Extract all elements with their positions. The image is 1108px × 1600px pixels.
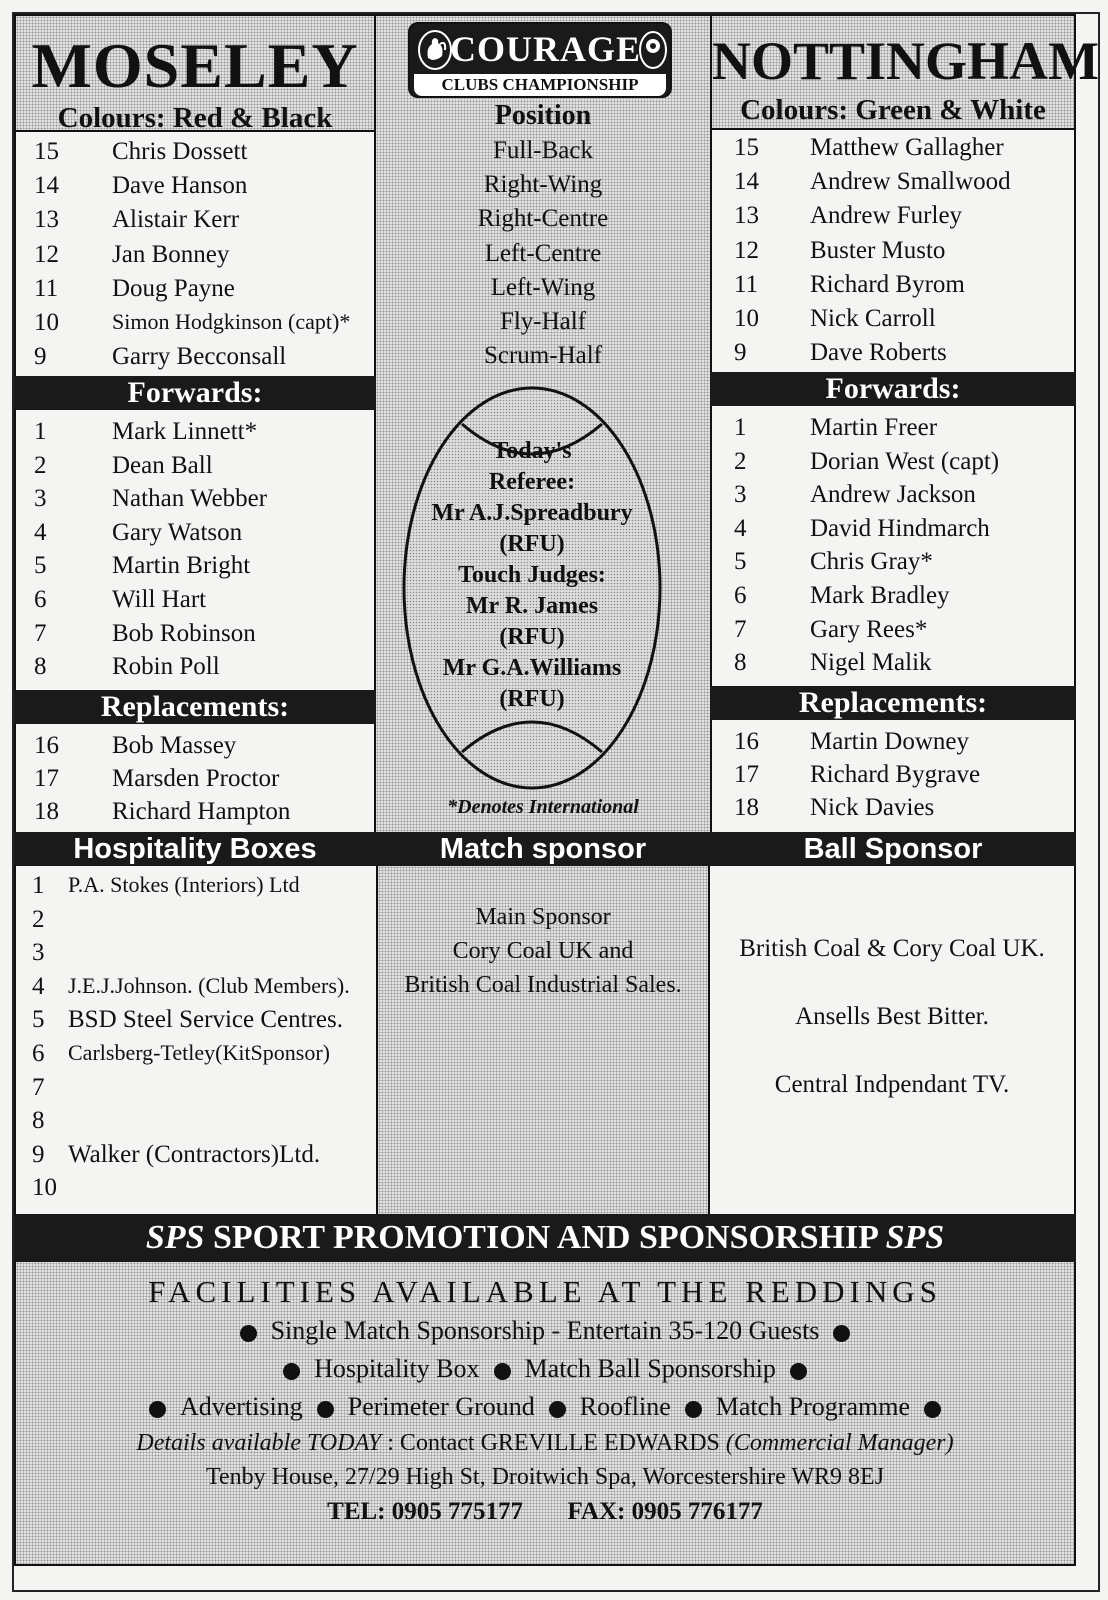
facility-item: Advertising (179, 1392, 303, 1421)
player-number: 13 (34, 206, 59, 234)
position-name: Right-Centre (477, 205, 609, 233)
player-name: Gary Watson (112, 518, 243, 546)
player-name: Nigel Malik (810, 649, 932, 677)
contact-role: (Commercial Manager) (725, 1430, 954, 1456)
player-number: 3 (32, 939, 45, 967)
player-name: Richard Hampton (112, 798, 291, 825)
position-name: Right-Wing (483, 171, 603, 199)
player-number: 18 (734, 794, 759, 821)
player-number: 3 (34, 485, 47, 513)
player-name: Mark Bradley (810, 582, 950, 609)
match-sponsor-panel (376, 866, 710, 1214)
player-name: Bob Robinson (112, 619, 256, 647)
player-number: 10 (34, 309, 59, 336)
facility-line-3 (16, 1392, 1074, 1422)
official-line: (RFU) (499, 624, 565, 650)
player-number: 6 (34, 586, 47, 613)
contact-line (16, 1430, 1074, 1457)
facility-line-1 (16, 1316, 1074, 1346)
player-number: 12 (34, 240, 59, 268)
hospitality-panel (14, 866, 376, 1214)
player-number: 1 (734, 414, 747, 441)
sps-suffix: SPS (885, 1219, 945, 1256)
moseley-team-name: MOSELEY (31, 30, 359, 101)
player-name: Chris Gray* (810, 548, 933, 576)
bullet-icon (494, 1363, 511, 1380)
official-line: Today's (492, 438, 572, 464)
official-line: (RFU) (499, 686, 565, 712)
player-number: 12 (734, 236, 759, 264)
official-line: Touch Judges: (458, 562, 606, 588)
player-name: Andrew Jackson (810, 481, 976, 509)
player-number: 7 (34, 619, 47, 647)
player-name: Richard Bygrave (810, 761, 981, 788)
player-name: Mark Linnett* (112, 418, 258, 445)
moseley-backs-panel (14, 132, 376, 376)
player-name: Bob Massey (112, 732, 237, 759)
player-name: Doug Payne (112, 274, 235, 302)
player-number: 7 (734, 615, 747, 643)
moseley-replacements-panel (14, 724, 376, 832)
player-number: 9 (34, 343, 47, 371)
bullet-icon (240, 1325, 257, 1342)
player-number: 15 (34, 138, 59, 165)
player-number: 5 (34, 552, 47, 580)
nottingham-header (710, 14, 1100, 130)
moseley-replacements-bar: Replacements: (14, 690, 376, 724)
bullet-icon (833, 1325, 850, 1342)
facility-item: Roofline (579, 1392, 671, 1421)
contact-text: : Contact GREVILLE EDWARDS (387, 1430, 720, 1456)
nottingham-replacements-bar: Replacements: (710, 686, 1076, 720)
player-number: 11 (734, 270, 759, 298)
details-text: Details available TODAY (136, 1430, 382, 1456)
nottingham-colours: Colours: Green & White (740, 94, 1046, 126)
player-name: Nathan Webber (112, 485, 268, 513)
nottingham-forwards-bar: Forwards: (710, 372, 1076, 406)
player-name: Matthew Gallagher (810, 134, 1004, 161)
sps-prefix: SPS (145, 1219, 205, 1256)
player-name: Andrew Furley (810, 202, 963, 230)
hospitality-box-name: Walker (Contractors)Ltd. (68, 1140, 321, 1168)
player-name: Buster Musto (810, 236, 946, 264)
position-label: Position (494, 100, 592, 131)
player-name: Nick Carroll (810, 305, 936, 332)
facility-item: Perimeter Ground (347, 1392, 535, 1421)
player-number: 2 (34, 451, 47, 479)
ball-sponsor-panel (710, 866, 1076, 1214)
player-name: Nick Davies (810, 794, 935, 821)
moseley-colours: Colours: Red & Black (57, 102, 333, 134)
player-name: Richard Byrom (810, 270, 965, 298)
player-number: 4 (734, 514, 747, 542)
player-name: David Hindmarch (810, 514, 990, 542)
hospitality-box-name: BSD Steel Service Centres. (68, 1006, 343, 1034)
player-name: Dean Ball (112, 451, 213, 479)
player-number: 5 (734, 548, 747, 576)
facility-item: Match Ball Sponsorship (524, 1354, 776, 1383)
player-number: 18 (34, 798, 59, 825)
hospitality-title: Hospitality Boxes (73, 833, 317, 865)
player-number: 1 (32, 872, 45, 899)
player-number: 17 (734, 761, 759, 788)
position-name: Left-Wing (490, 273, 596, 301)
sps-banner (14, 1214, 1076, 1262)
match-sponsor-line: Main Sponsor (475, 904, 611, 930)
facility-line-2 (16, 1354, 1074, 1384)
player-name: Dorian West (capt) (810, 447, 1000, 475)
facilities-panel (14, 1262, 1076, 1566)
hospitality-box-name: Carlsberg-Tetley(KitSponsor) (68, 1040, 331, 1065)
international-note: *Denotes International (447, 796, 639, 818)
official-line: (RFU) (499, 531, 565, 557)
courage-subtitle: CLUBS CHAMPIONSHIP (414, 74, 666, 96)
player-name: Alistair Kerr (112, 206, 240, 234)
facility-item: Match Programme (715, 1392, 910, 1421)
player-number: 6 (32, 1040, 45, 1067)
player-name: Chris Dossett (112, 138, 248, 165)
player-number: 5 (32, 1006, 45, 1034)
position-name: Left-Centre (484, 239, 602, 267)
official-line: Referee: (488, 469, 576, 495)
tel-text: TEL: 0905 775177 (327, 1498, 523, 1525)
positions-list (376, 137, 710, 377)
player-number: 9 (32, 1140, 45, 1168)
sps-title: SPORT PROMOTION AND SPONSORSHIP (212, 1219, 878, 1256)
position-name: Fly-Half (499, 308, 587, 335)
player-number: 15 (734, 134, 759, 161)
player-number: 14 (734, 168, 759, 196)
player-number: 14 (34, 172, 59, 200)
match-sponsor-line: British Coal Industrial Sales. (404, 972, 682, 998)
official-line: Mr R. James (465, 593, 599, 619)
player-number: 2 (734, 447, 747, 475)
moseley-header (14, 14, 376, 132)
player-number: 13 (734, 202, 759, 230)
player-name: Martin Freer (810, 414, 938, 441)
nottingham-replacements-panel (710, 720, 1076, 832)
player-name: Simon Hodgkinson (capt)* (112, 309, 351, 334)
hospitality-box-name: J.E.J.Johnson. (Club Members). (68, 972, 350, 998)
player-name: Garry Becconsall (112, 343, 287, 371)
player-number: 8 (734, 649, 747, 677)
player-number: 4 (34, 518, 47, 546)
courage-logo (408, 22, 672, 98)
facility-item: Single Match Sponsorship - Entertain 35-120 Guests (270, 1316, 820, 1345)
facilities-heading: FACILITIES AVAILABLE AT THE REDDINGS (148, 1274, 942, 1309)
match-sponsor-title: Match sponsor (439, 833, 647, 865)
nottingham-team-name: NOTTINGHAM (712, 31, 1100, 91)
player-number: 3 (734, 481, 747, 509)
player-number: 8 (32, 1107, 45, 1135)
ball-sponsor-line: Ansells Best Bitter. (795, 1003, 989, 1030)
moseley-forwards-bar: Forwards: (14, 376, 376, 410)
player-name: Dave Hanson (112, 172, 248, 200)
nottingham-backs-panel (710, 130, 1076, 372)
player-name: Andrew Smallwood (810, 168, 1011, 196)
player-number: 8 (34, 653, 47, 681)
bullet-icon (317, 1401, 334, 1418)
player-number: 1 (34, 418, 47, 445)
position-name: Full-Back (493, 137, 593, 164)
rose-icon (638, 30, 668, 70)
player-name: Robin Poll (112, 653, 220, 681)
bullet-icon (924, 1401, 941, 1418)
officials-text (400, 436, 664, 715)
bullet-icon (790, 1363, 807, 1380)
player-name: Jan Bonney (112, 240, 230, 268)
player-name: Dave Roberts (810, 339, 947, 367)
ball-sponsor-line: British Coal & Cory Coal UK. (739, 935, 1045, 962)
player-number: 11 (34, 274, 59, 302)
player-number: 4 (32, 972, 45, 1000)
nottingham-forwards-panel (710, 406, 1076, 686)
hospitality-box-name: P.A. Stokes (Interiors) Ltd (68, 872, 300, 897)
player-number: 10 (32, 1174, 57, 1202)
official-line: Mr G.A.Williams (442, 655, 622, 681)
player-name: Will Hart (112, 586, 207, 613)
fax-text: FAX: 0905 776177 (567, 1498, 763, 1525)
bullet-icon (549, 1401, 566, 1418)
phone-line (16, 1498, 1074, 1526)
player-number: 7 (32, 1073, 45, 1101)
player-number: 17 (34, 765, 59, 792)
cockerel-icon (418, 30, 452, 70)
player-name: Martin Bright (112, 552, 251, 580)
bullet-icon (283, 1363, 300, 1380)
player-number: 10 (734, 305, 759, 332)
match-sponsor-line: Cory Coal UK and (452, 938, 634, 964)
player-number: 6 (734, 582, 747, 609)
position-name: Scrum-Half (483, 342, 603, 370)
courage-title: COURAGE (450, 29, 642, 69)
moseley-forwards-panel (14, 410, 376, 690)
bullet-icon (685, 1401, 702, 1418)
ball-sponsor-title: Ball Sponsor (803, 833, 983, 865)
facility-item: Hospitality Box (314, 1354, 480, 1383)
player-name: Gary Rees* (810, 615, 928, 643)
ball-sponsor-line: Central Indpendant TV. (774, 1071, 1010, 1098)
player-number: 16 (734, 728, 759, 755)
player-name: Martin Downey (810, 728, 969, 755)
official-line: Mr A.J.Spreadbury (431, 500, 633, 526)
player-number: 2 (32, 905, 45, 933)
address-line: Tenby House, 27/29 High St, Droitwich Spa, Worcestershire WR9 8EJ (205, 1464, 885, 1490)
player-name: Marsden Proctor (112, 765, 280, 792)
player-number: 9 (734, 339, 747, 367)
player-number: 16 (34, 732, 59, 759)
bullet-icon (149, 1401, 166, 1418)
